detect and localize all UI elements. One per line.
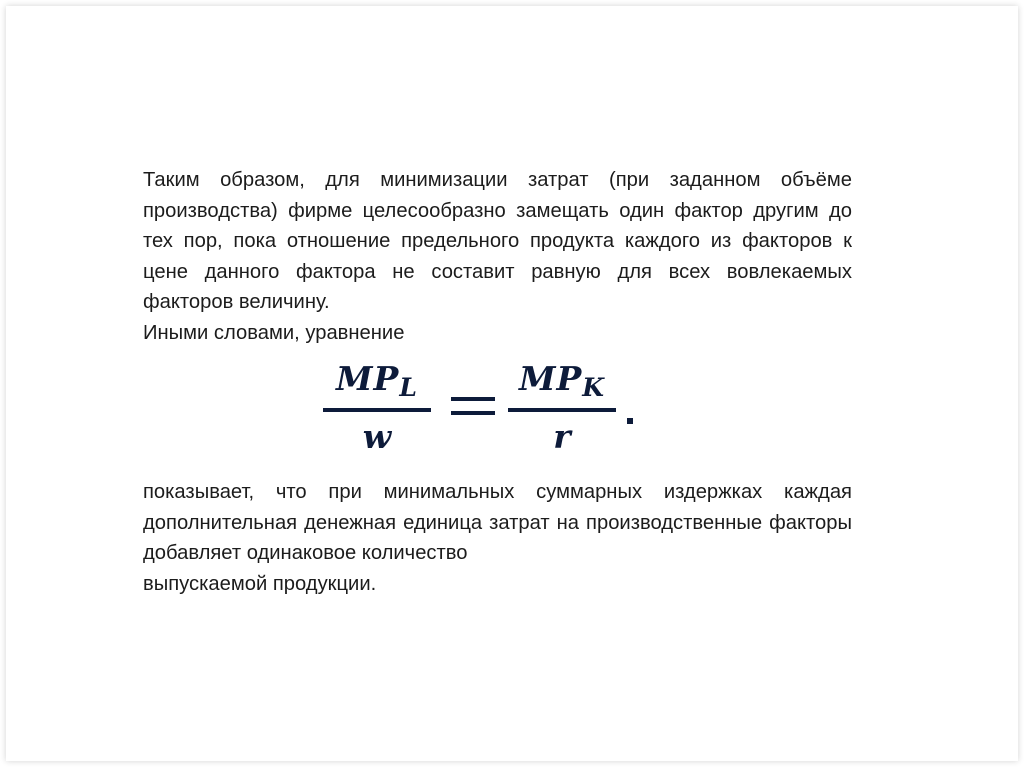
paragraph-conclusion <box>143 477 852 599</box>
right-numerator-symbol: MP <box>518 359 583 398</box>
paragraph-line: показывает, что при минимальных суммарных издержках <box>143 481 763 503</box>
equation-formula <box>320 356 650 466</box>
formula-period <box>627 418 633 424</box>
right-numerator <box>508 359 616 402</box>
left-numerator <box>323 359 431 402</box>
right-numerator-subscript: K <box>582 373 606 402</box>
right-denominator: r <box>553 417 571 456</box>
paragraph-line: Таким образом, для минимизации затрат (при заданном <box>143 169 761 191</box>
equals-sign <box>451 394 495 420</box>
left-numerator-symbol: MP <box>336 359 400 398</box>
left-fraction-bar <box>323 408 431 412</box>
paragraph-last-line: выпускаемой продукции. <box>143 572 377 595</box>
paragraph-line: составит равную для всех вовлекаемых факторов величину. <box>143 260 853 314</box>
left-numerator-subscript: L <box>399 373 418 402</box>
paragraph-line: производственные факторы добавляет одинаковое количество <box>143 511 853 565</box>
paragraph-line: продукта каждого из факторов к цене данного фактора не <box>143 230 852 283</box>
left-fraction <box>323 356 431 466</box>
left-denominator: w <box>362 417 392 456</box>
paragraph-line: каждая дополнительная денежная единица затрат на <box>143 481 852 534</box>
right-fraction-bar <box>508 408 616 412</box>
right-fraction <box>508 356 616 466</box>
paragraph-line: фактор другим до тех пор, пока отношение предельного <box>143 199 852 253</box>
paragraph-last-line: Иными словами, уравнение <box>143 321 405 344</box>
paragraph-line: объёме производства) фирме целесообразно замещать один <box>143 169 852 222</box>
paragraph-intro <box>143 165 852 349</box>
